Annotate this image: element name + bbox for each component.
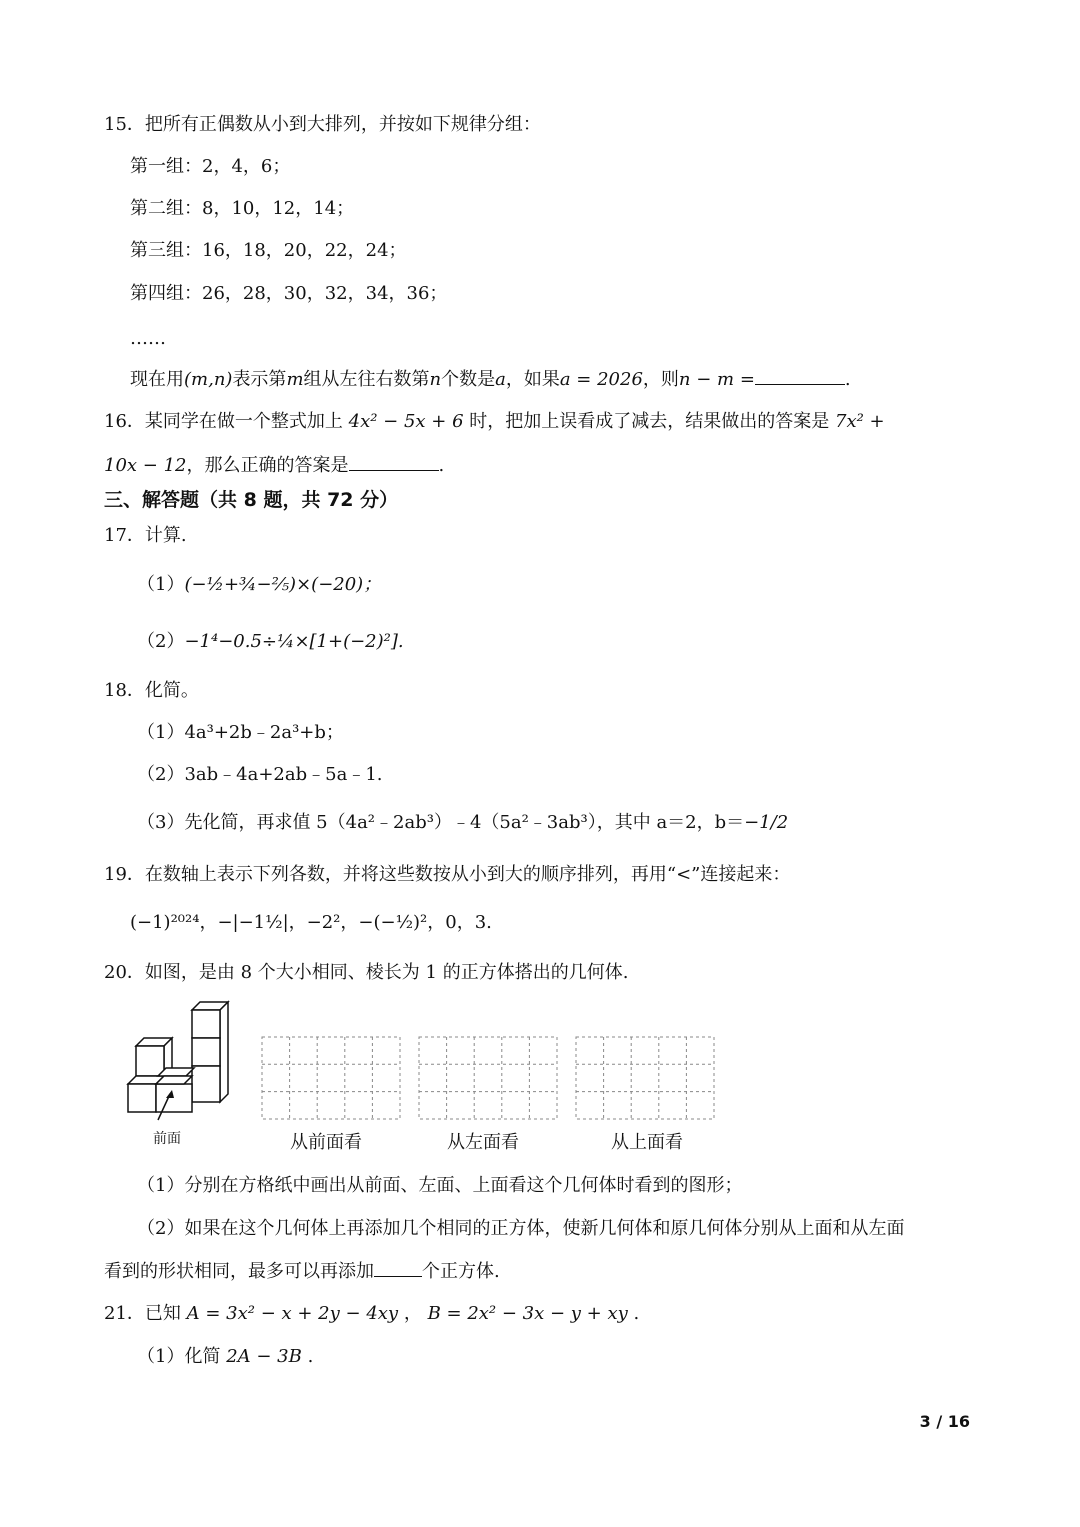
q17-expr-1: (−½+¾−⅖)×(−20)； [184,574,382,595]
q16-expr: 4x² − 5x + 6 [348,411,464,432]
q18-part-1: （1）4a³+2b﹣2a³+b； [137,722,344,743]
q19-stem: 19．在数轴上表示下列各数，并将这些数按从小到大的顺序排列，再用“<”连接起来： [104,864,791,885]
q15-group-3: 第三组：16，18，20，22，24； [130,240,407,261]
answer-blank[interactable] [349,452,439,471]
q16-expr: 10x − 12 [104,455,187,476]
q21-expr: 2A − 3B [226,1346,302,1367]
answer-blank[interactable] [755,366,845,385]
q20-stem: 20．如图，是由 8 个大小相同、棱长为 1 的正方体搭出的几何体. [104,962,629,983]
q18-fraction: 1/2 [759,812,789,833]
q20-text: 个正方体. [422,1261,500,1282]
q16-text: 16．某同学在做一个整式加上 [104,411,349,432]
q21-expr-a: A = 3x² − x + 2y − 4xy [186,1303,399,1324]
q16-period: . [438,455,445,476]
q21-period: . [627,1303,640,1324]
grid-label-left: 从左面看 [447,1132,519,1153]
q15-ellipsis: …… [130,328,166,349]
q15-text: ，则 [642,369,679,390]
q18-stem: 18．化简。 [104,680,199,701]
grid-label-front: 从前面看 [290,1132,362,1153]
grid-left-view[interactable] [418,1036,558,1120]
q16-text: ，那么正确的答案是 [186,455,349,476]
q20-text: 看到的形状相同，最多可以再添加 [104,1261,374,1282]
q15-group-1: 第一组：2，4，6； [130,156,291,177]
q16-line-1 [104,409,885,435]
q15-math-mn: (m,n) [184,369,233,390]
grid-front-view[interactable] [261,1036,401,1120]
q21-stem [104,1301,639,1327]
q16-text: 时，把加上误看成了减去，结果做出的答案是 [463,411,836,432]
q17-expr-2: −1⁴−0.5÷¼×[1+(−2)²]. [184,631,404,652]
q15-group-4: 第四组：26，28，30，32，34，36； [130,283,448,304]
q15-text: 现在用 [130,369,184,390]
q15-text: ，如果 [505,369,560,390]
q19-numbers: (−1)²⁰²⁴，−|−1½|，−2²，−(−½)²，0，3. [130,912,492,933]
q20-part-2-line-1: （2）如果在这个几何体上再添加几个相同的正方体，使新几何体和原几何体分别从上面和从左面 [137,1218,905,1239]
q16-expr: 7x² + [835,411,885,432]
q15-text: 组从左往右数第 [303,369,430,390]
q15-group-2: 第二组：8，10，12，14； [130,198,355,219]
page-number: 3 / 16 [919,1412,970,1431]
q21-expr-b: B = 2x² − 3x − y + xy [427,1303,628,1324]
q15-stem: 15．把所有正偶数从小到大排列，并按如下规律分组： [104,114,541,135]
q17-part-2 [137,625,404,659]
q15-math-m: m [286,369,304,390]
q15-math-a: a [495,369,506,390]
q18-part-2: （2）3ab﹣4a+2ab﹣5a﹣1. [137,764,383,785]
q15-question [130,366,851,393]
q18-part-3-text: （3）先化简，再求值 5（4a²﹣2ab³）﹣4（5a²﹣3ab³），其中 a＝2，b＝− [137,812,760,833]
q21-separator: ， [398,1303,428,1324]
q16-line-2 [104,452,444,479]
q15-math-a-eq: a = 2026 [559,369,643,390]
cube-figure [120,1000,245,1130]
q17-stem: 17．计算. [104,525,187,546]
front-label: 前面 [153,1131,181,1147]
part-label: （2） [137,631,185,652]
grid-label-top: 从上面看 [611,1132,683,1153]
q20-part-2-line-2 [104,1258,500,1285]
q17-part-1 [137,568,381,602]
q15-period: . [844,369,851,390]
q20-part-1: （1）分别在方格纸中画出从前面、左面、上面看这个几何体时看到的图形； [137,1175,743,1196]
q18-part-3 [137,810,788,836]
q15-math-n: n [429,369,442,390]
q21-text: 21．已知 [104,1303,187,1324]
part-label: （1） [137,574,185,595]
grid-top-view[interactable] [575,1036,715,1120]
q21-text: （1）化简 [137,1346,227,1367]
q21-period: . [301,1346,314,1367]
q15-math-n-minus-m: n − m = [678,369,755,390]
q15-text: 个数是 [441,369,496,390]
section-title: 三、解答题（共 8 题，共 72 分） [104,489,399,511]
q21-part-1 [137,1344,313,1370]
answer-blank[interactable] [374,1258,422,1277]
q15-text: 表示第 [232,369,287,390]
